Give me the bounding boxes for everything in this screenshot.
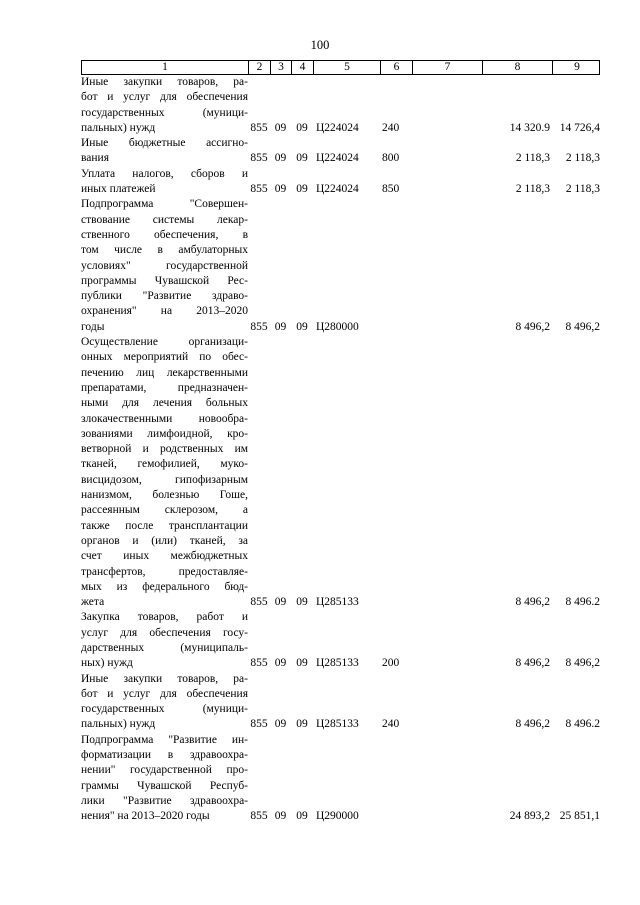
cell-c3: 09 (274, 121, 287, 134)
column-header: 9 (574, 61, 580, 73)
table-row (81, 136, 600, 167)
cell-c3: 09 (274, 183, 287, 196)
description-line: висцидозом, гипофизарным (81, 473, 248, 486)
description-line: иных платежей (81, 183, 156, 196)
description-line: нения" на 2013–2020 годы (81, 810, 210, 823)
cell-c6: 200 (382, 657, 400, 670)
cell-c9: 8 496,2 (565, 320, 600, 333)
description-line: условиях" государственной (81, 259, 248, 272)
description-line: трансфертов, предоставляе- (81, 565, 248, 578)
description-line: годы (81, 320, 105, 333)
description-line: публики "Развитие здраво- (81, 290, 248, 303)
cell-c2: 855 (250, 718, 268, 731)
row-description (81, 672, 248, 733)
description-line: пальных) нужд (81, 718, 156, 731)
description-line: граммы Чувашской Респуб- (81, 779, 248, 792)
cell-c4: 09 (296, 121, 308, 134)
description-line: счет иных межбюджетных (81, 550, 248, 563)
description-line: мых из федерального бюд- (81, 580, 248, 593)
cell-c5: Ц280000 (316, 320, 359, 333)
description-line: препаратами, предназначен- (81, 381, 248, 394)
description-line: том числе в амбулаторных (81, 244, 248, 257)
cell-c2: 855 (250, 810, 268, 823)
description-line: органов и (или) тканей, за (81, 534, 248, 547)
description-line: Осуществление организаци- (81, 336, 248, 349)
description-line: жета (81, 596, 105, 609)
column-header: 7 (413, 61, 483, 74)
description-line: ственного обеспечения, в (81, 228, 248, 241)
row-description (81, 197, 248, 335)
description-line: злокачественными новообра- (81, 412, 248, 425)
cell-c3: 09 (274, 657, 287, 670)
description-line: нении" государственной про- (81, 764, 248, 777)
description-line: Иные бюджетные ассигно- (81, 137, 248, 150)
description-line: государственных (муници- (81, 703, 248, 716)
cell-c6: 800 (382, 152, 400, 165)
cell-c5: Ц285133 (316, 596, 359, 609)
description-line: онных мероприятий по обес- (81, 351, 248, 364)
cell-c2: 855 (250, 152, 268, 165)
cell-c2: 855 (250, 596, 268, 609)
cell-c2: 855 (250, 121, 268, 134)
cell-c4: 09 (296, 718, 308, 731)
cell-c2: 855 (250, 320, 268, 333)
cell-c3: 09 (274, 718, 287, 731)
description-line: пальных) нужд (81, 121, 156, 134)
description-line: Подпрограмма "Развитие ин- (81, 733, 248, 746)
description-line: ных) нужд (81, 657, 133, 670)
cell-c4: 09 (296, 320, 308, 333)
description-line: рассеянным склерозом, а (81, 504, 248, 517)
table-row (81, 167, 600, 198)
description-line: печению лиц лекарственными (81, 366, 248, 379)
cell-c8: 8 496,2 (515, 718, 550, 731)
cell-c3: 09 (274, 596, 287, 609)
cell-c3: 09 (274, 152, 287, 165)
cell-c5: Ц285133 (316, 657, 359, 670)
cell-c4: 09 (296, 183, 308, 196)
column-header: 3 (271, 61, 292, 74)
cell-c2: 855 (250, 183, 268, 196)
cell-c8: 8 496,2 (515, 320, 550, 333)
table-row (81, 75, 600, 136)
description-line: Уплата налогов, сборов и (81, 167, 248, 180)
column-header: 5 (314, 61, 381, 74)
cell-c2: 855 (250, 657, 268, 670)
description-line: государственных (муници- (81, 106, 248, 119)
description-line: услуг для обеспечения госу- (81, 626, 248, 639)
column-header: 8 (483, 61, 553, 74)
description-line: ными для лечения больных (81, 397, 248, 410)
column-header: 6 (381, 61, 413, 74)
description-line: Закупка товаров, работ и (81, 611, 248, 624)
cell-c9: 8 496.2 (565, 718, 600, 731)
cell-c9: 2 118,3 (565, 183, 600, 196)
description-line: нанизмом, болезнью Гоше, (81, 489, 248, 502)
cell-c9: 8 496,2 (565, 657, 600, 670)
cell-c5: Ц224024 (316, 183, 359, 196)
description-line: охранения" на 2013–2020 (81, 305, 248, 318)
table-header (81, 60, 600, 75)
table-row (81, 335, 600, 610)
description-line: тканей, гемофилией, муко- (81, 458, 248, 471)
cell-c8: 8 496,2 (515, 657, 550, 670)
cell-c8: 2 118,3 (515, 183, 550, 196)
cell-c4: 09 (296, 152, 308, 165)
description-line: бот и услуг для обеспечения (81, 687, 248, 700)
cell-c6: 850 (382, 183, 400, 196)
table-row (81, 733, 600, 825)
budget-table (81, 60, 600, 825)
row-description (81, 167, 248, 198)
page-number: 100 (310, 38, 330, 52)
row-description (81, 75, 248, 136)
cell-c9: 25 851,1 (559, 810, 600, 823)
table-row (81, 610, 600, 671)
description-line: лики "Развитие здравоохра- (81, 794, 248, 807)
cell-c4: 09 (296, 657, 308, 670)
column-header: 4 (292, 61, 314, 74)
description-line: форматизации в здравоохра- (81, 749, 248, 762)
column-header: 2 (249, 61, 271, 74)
description-line: также после трансплантации (81, 519, 248, 532)
table-body (81, 75, 600, 825)
description-line: Иные закупки товаров, ра- (81, 76, 248, 88)
description-line: вания (81, 152, 109, 165)
cell-c4: 09 (296, 596, 308, 609)
column-header: 1 (82, 61, 249, 74)
cell-c6: 240 (382, 121, 400, 134)
table-row (81, 672, 600, 733)
description-line: Иные закупки товаров, ра- (81, 672, 248, 685)
description-line: программы Чувашской Рес- (81, 274, 248, 287)
row-description (81, 733, 248, 825)
description-line: ветворной и родственных им (81, 443, 248, 456)
cell-c5: Ц224024 (316, 152, 359, 165)
cell-c8: 2 118,3 (515, 152, 550, 165)
description-line: бот и услуг для обеспечения (81, 91, 248, 104)
cell-c4: 09 (296, 810, 308, 823)
cell-c9: 8 496.2 (565, 596, 600, 609)
cell-c8: 8 496,2 (515, 596, 550, 609)
table-row (81, 197, 600, 335)
cell-c5: Ц285133 (316, 718, 359, 731)
cell-c5: Ц224024 (316, 121, 359, 134)
cell-c3: 09 (274, 810, 287, 823)
description-line: зованиями лимфоидной, кро- (81, 427, 248, 440)
cell-c9: 2 118,3 (565, 152, 600, 165)
cell-c9: 14 726,4 (559, 121, 600, 134)
description-line: ствование системы лекар- (81, 213, 248, 226)
description-line: дарственных (муниципаль- (81, 641, 248, 654)
row-description (81, 610, 248, 671)
row-description (81, 335, 248, 610)
row-description (81, 136, 248, 167)
cell-c3: 09 (274, 320, 287, 333)
cell-c8: 24 893,2 (509, 810, 550, 823)
cell-c6: 240 (382, 718, 400, 731)
cell-c5: Ц290000 (316, 810, 359, 823)
cell-c8: 14 320.9 (509, 121, 550, 134)
description-line: Подпрограмма "Совершен- (81, 198, 248, 211)
